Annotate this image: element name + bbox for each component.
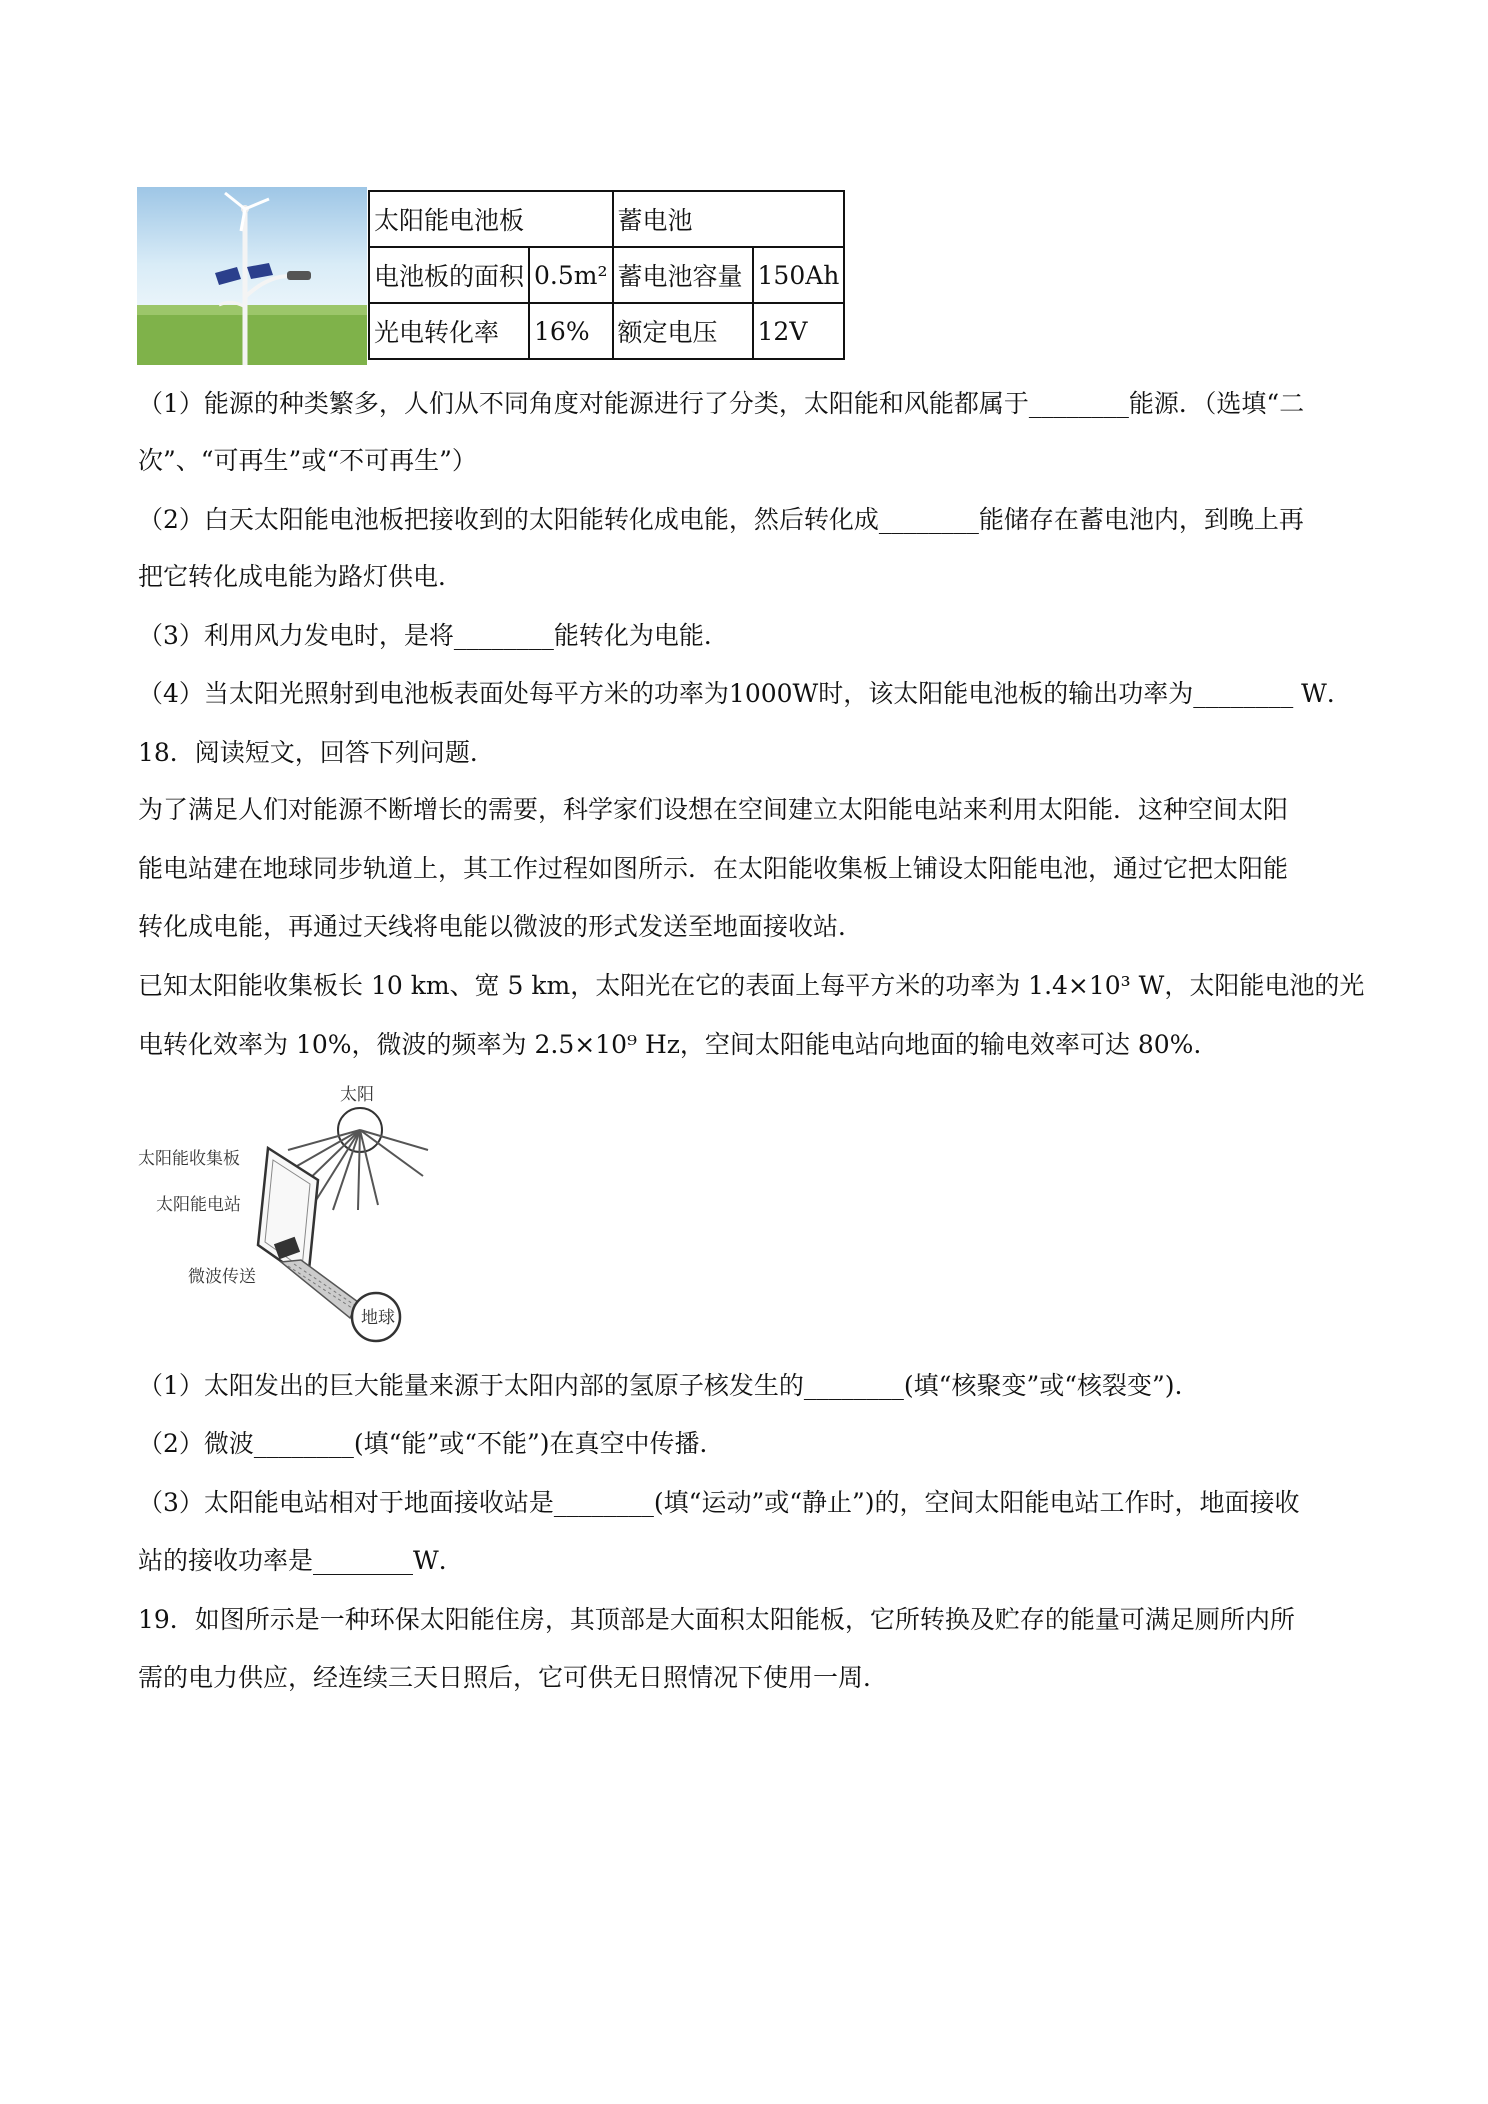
table-row xyxy=(369,247,844,303)
q19-line2: 需的电力供应，经连续三天日照后，它可供无日照情况下使用一周． xyxy=(138,1663,889,1692)
q19-line1: 19．如图所示是一种环保太阳能住房，其顶部是大面积太阳能板，它所转换及贮存的能量可满足厕所内所 xyxy=(138,1605,1295,1634)
q17-part2-line2: 把它转化成电能为路灯供电． xyxy=(138,562,464,591)
q18-data-line2: 电转化效率为 10%，微波的频率为 2.5×10⁹ Hz，空间太阳能电站向地面的输电效率可达 80%. xyxy=(138,1030,1202,1059)
q17-part1-line1: （1）能源的种类繁多，人们从不同角度对能源进行了分类，太阳能和风能都属于________能源．（选填“二 xyxy=(138,389,1305,418)
q18-data-line1: 已知太阳能收集板长 10 km、宽 5 km，太阳光在它的表面上每平方米的功率为 1.4×10³ W，太阳能电池的光 xyxy=(138,971,1365,1000)
q18-heading: 18．阅读短文，回答下列问题． xyxy=(138,738,495,767)
spec-table xyxy=(368,190,845,360)
table-cell: 150Ah xyxy=(753,247,845,303)
q17-part3: （3）利用风力发电时，是将________能转化为电能． xyxy=(138,621,729,650)
q18-passage-line3: 转化成电能，再通过天线将电能以微波的形式发送至地面接收站． xyxy=(138,912,864,941)
table-cell: 额定电压 xyxy=(613,303,753,359)
q18-question3-line2: 站的接收功率是________W． xyxy=(138,1546,464,1575)
q18-passage-line1: 为了满足人们对能源不断增长的需要，科学家们设想在空间建立太阳能电站来利用太阳能．这种空间太阳 xyxy=(138,795,1289,824)
q17-part1-line2: 次”、“可再生”或“不可再生”） xyxy=(138,446,477,475)
q18-question1: （1）太阳发出的巨大能量来源于太阳内部的氢原子核发生的________(填“核聚变”或“核裂变”). xyxy=(138,1371,1183,1400)
solar-street-lamp-photo xyxy=(137,187,367,365)
q17-part4: （4）当太阳光照射到电池板表面处每平方米的功率为1000W时，该太阳能电池板的输出功率为________ W． xyxy=(138,679,1352,708)
table-cell: 16% xyxy=(529,303,613,359)
diagram-label-earth: 地球 xyxy=(361,1308,395,1328)
diagram-label-sun: 太阳 xyxy=(340,1085,374,1105)
q18-question3-line1: （3）太阳能电站相对于地面接收站是________(填“运动”或“静止”)的，空间太阳能电站工作时，地面接收 xyxy=(138,1488,1300,1517)
table-cell: 光电转化率 xyxy=(369,303,529,359)
diagram-label-station: 太阳能电站 xyxy=(156,1195,241,1215)
table-cell: 蓄电池容量 xyxy=(613,247,753,303)
table-cell: 电池板的面积 xyxy=(369,247,529,303)
table-cell: 0.5m² xyxy=(529,247,613,303)
q17-part2-line1: （2）白天太阳能电池板把接收到的太阳能转化成电能，然后转化成________能储存在蓄电池内，到晚上再 xyxy=(138,505,1304,534)
q18-question2: （2）微波________(填“能”或“不能”)在真空中传播． xyxy=(138,1429,725,1458)
diagram-label-collector: 太阳能收集板 xyxy=(138,1149,240,1169)
table-row xyxy=(369,303,844,359)
table-row xyxy=(369,191,844,247)
microwave-beam xyxy=(281,1260,358,1318)
diagram-label-microwave: 微波传送 xyxy=(188,1267,256,1287)
table-cell: 12V xyxy=(753,303,845,359)
space-solar-station-diagram xyxy=(138,1080,438,1350)
q18-passage-line2: 能电站建在地球同步轨道上，其工作过程如图所示．在太阳能收集板上铺设太阳能电池，通过它把太阳能 xyxy=(138,854,1289,883)
collector-panel-icon xyxy=(258,1148,318,1280)
table-cell: 太阳能电池板 xyxy=(369,191,613,247)
table-cell: 蓄电池 xyxy=(613,191,845,247)
